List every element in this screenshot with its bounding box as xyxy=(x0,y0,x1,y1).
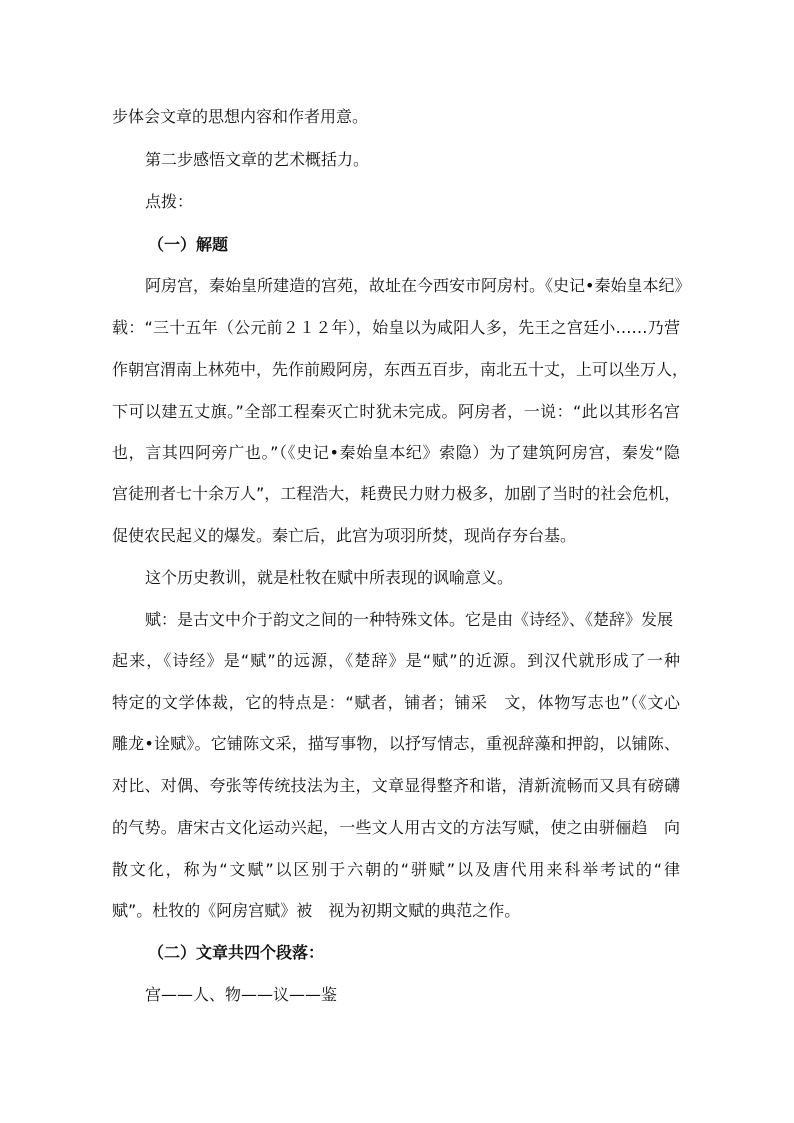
paragraph-line-6: 载：“三十五年（公元前２１２年），始皇以为咸阳人多，先王之宫廷小……乃营 xyxy=(112,318,680,337)
paragraph-line-1: 步体会文章的思想内容和作者用意。 xyxy=(112,107,369,126)
paragraph-line-2: 第二步感悟文章的艺术概括力。 xyxy=(145,150,370,169)
paragraph-line-18: 的气势。唐宋古文化运动兴起，一些文人用古文的方法写赋，使之由骈俪趋 向 xyxy=(112,818,680,837)
paragraph-line-19: 散文化，称为“文赋”以区别于六朝的“骈赋”以及唐代用来科举考试的“律 xyxy=(112,860,680,879)
paragraph-line-16: 雕龙•诠赋》。它铺陈文采，描写事物，以抒写情志，重视辞藻和押韵，以铺陈、 xyxy=(112,734,680,753)
paragraph-line-14: 起来，《诗经》是“赋”的远源，《楚辞》是“赋”的近源。到汉代就形成了一种 xyxy=(112,651,680,670)
paragraph-line-13: 赋：是古文中介于韵文之间的一种特殊文体。它是由《诗经》、《楚辞》发展 xyxy=(145,610,674,629)
paragraph-line-11: 促使农民起义的爆发。秦亡后，此宫为项羽所焚，现尚存夯台基。 xyxy=(112,526,577,545)
paragraph-line-17: 对比、对偶、夸张等传统技法为主，文章显得整齐和谐，清新流畅而又具有磅礴 xyxy=(112,776,680,795)
paragraph-line-3: 点拨： xyxy=(145,192,194,211)
paragraph-line-8: 下可以建五丈旗。”全部工程秦灭亡时犹未完成。阿房者，一说：“此以其形名宫 xyxy=(112,402,680,421)
paragraph-line-10: 宫徒刑者七十余万人”，工程浩大，耗费民力财力极多，加剧了当时的社会危机， xyxy=(112,484,681,503)
paragraph-line-7: 作朝宫渭南上林苑中，先作前殿阿房，东西五百步，南北五十丈，上可以坐万人， xyxy=(112,360,689,379)
paragraph-line-22: 宫——人、物——议——鉴 xyxy=(145,985,338,1004)
paragraph-line-12: 这个历史教训，就是杜牧在赋中所表现的讽喻意义。 xyxy=(145,568,514,587)
paragraph-line-5: 阿房宫，秦始皇所建造的宫苑，故址在今西安市阿房村。《史记•秦始皇本纪》 xyxy=(145,276,691,295)
paragraph-line-20: 赋”。杜牧的《阿房宫赋》被 视为初期文赋的典范之作。 xyxy=(112,901,521,920)
section-heading-1: （一）解题 xyxy=(148,235,229,254)
section-heading-2: （二）文章共四个段落： xyxy=(148,943,325,962)
paragraph-line-9: 也，言其四阿旁广也。”（《史记•秦始皇本纪》索隐）为了建筑阿房宫，秦发“隐 xyxy=(112,443,680,462)
paragraph-line-15: 特定的文学体裁，它的特点是：“赋者，铺者；铺采 文，体物写志也”（《文心 xyxy=(112,693,680,712)
